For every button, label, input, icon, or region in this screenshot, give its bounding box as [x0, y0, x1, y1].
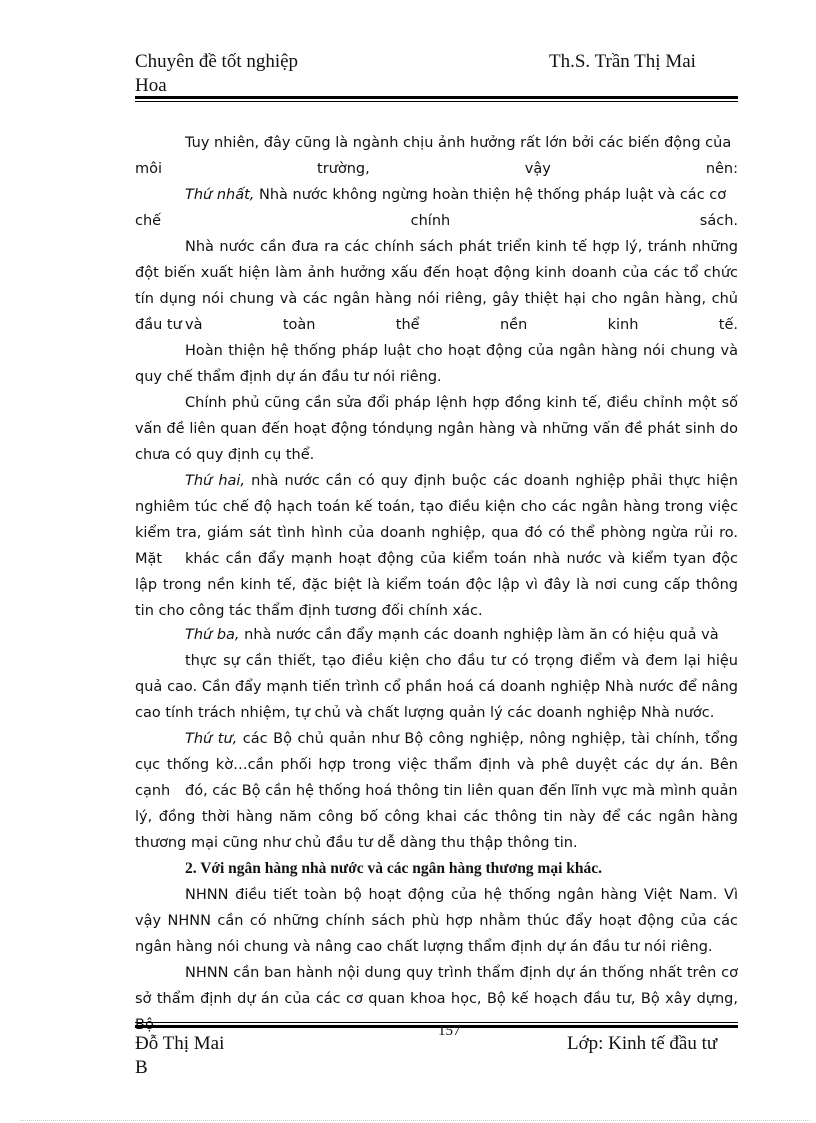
paragraph-5: Chính phủ cũng cần sửa đổi pháp lệnh hợp đồng kinh tế, điều chỉnh một số vấn đề liên quan đến hoạt động tóndụng ngân hàng và những vấn đề phát sinh do chưa có quy định cụ thể.	[135, 395, 738, 463]
paragraph-7-cont: thực sự cần thiết, tạo điều kiện cho đầu tư có trọng điểm và đem lại hiệu quả cao. Cần đẩy mạnh tiến trình cổ phần hoá cá doanh nghiệp Nhà nước để nâng cao tính trách nhiệm, tự chủ và chất lượng quản lý các doanh nghiệp Nhà nước.	[135, 653, 738, 721]
lead-phrase: Thứ ba,	[185, 627, 240, 643]
header-rule-thick	[135, 96, 738, 99]
header-left	[135, 50, 298, 98]
paragraph-2-cont: chế chính sách.	[135, 213, 738, 229]
lead-phrase: Thứ nhất,	[185, 187, 255, 203]
header-title: Chuyên đề tốt nghiệp	[135, 51, 299, 72]
paragraph-8-cont: đó, các Bộ cần hệ thống hoá thông tin liên quan đến lĩnh vực mà mình quản	[185, 783, 738, 799]
footer-author: Đỗ Thị Mai	[135, 1033, 225, 1054]
paragraph-10: NHNN cần ban hành nội dung quy trình thẩm định dự án thống nhất trên cơ sở thẩm định dự án của các cơ quan khoa học, Bộ kế hoạch đầu tư, Bộ xây dựng,	[135, 965, 738, 1007]
paragraph-6-cont: khác cần đẩy mạnh hoạt động của kiểm toán nhà nước và kiểm tyan độc lập trong nền kinh tế, đặc biệt là kiểm toán độc lập vì đây là nơi cung cấp thông tin cho công tác thẩm định tương đối chính xác.	[135, 551, 738, 619]
paragraph-1-cont: môi trường, vậy nên:	[135, 161, 738, 177]
lead-phrase: Thứ hai,	[185, 473, 246, 489]
footer-author-cont: B	[135, 1057, 148, 1078]
paragraph-9: NHNN điều tiết toàn bộ hoạt động của hệ thống ngân hàng Việt Nam. Vì vậy NHNN cần có những chính sách phù hợp nhằm thúc đẩy hoạt động của các ngân hàng nói chung và nâng cao chất lượng thẩm định dự án đầu tư nói riêng.	[135, 887, 738, 955]
paragraph-3-cont: và toàn thể nền kinh tế.	[185, 317, 738, 333]
header-rule-thin	[135, 101, 738, 102]
paragraph-8-end: lý, đồng thời hàng năm công bố công khai các thông tin này để các ngân hàng thương mại cũng như chủ đầu tư dễ dàng thu thập thông tin.	[135, 809, 738, 851]
footer-rule-thick	[135, 1025, 738, 1028]
lead-phrase: Thứ tư,	[185, 731, 238, 747]
page-edge-divider	[20, 1120, 810, 1121]
paragraph-4: Hoàn thiện hệ thống pháp luật cho hoạt động của ngân hàng nói chung và quy chế thẩm định dự án đầu tư nói riêng.	[135, 343, 738, 385]
page-number: 157	[438, 1023, 461, 1039]
footer-left	[135, 1032, 224, 1080]
paragraph-6: Thứ hai, nhà nước cần có quy định buộc các doanh nghiệp phải thực hiện nghiêm túc chế độ hạch toán kế toán, tạo điều kiện cho các ngân hàng trong việc kiểm tra, giám sát tình hình của doanh nghiệp, qua đó có thể phòng ngừa rủi ro. Mặt	[135, 473, 738, 567]
paragraph-3: Nhà nước cần đưa ra các chính sách phát triển kinh tế hợp lý, tránh những đột biến xuất hiện làm ảnh hưởng xấu đến hoạt động kinh doanh của các tổ chức tín dụng nói chung và các ngân hàng nói riêng, gây thiệt hại cho ngân hàng, chủ đầu tư	[135, 239, 738, 333]
footer-rule-thin	[135, 1022, 738, 1023]
paragraph-1: Tuy nhiên, đây cũng là ngành chịu ảnh hưởng rất lớn bởi các biến động của	[185, 135, 732, 151]
paragraph-7: Thứ ba, nhà nước cần đẩy mạnh các doanh nghiệp làm ăn có hiệu quả và	[185, 627, 719, 643]
footer-class: Lớp: Kinh tế đầu tư	[567, 1033, 718, 1054]
section-heading: 2. Với ngân hàng nhà nước và các ngân hàng thương mại khác.	[185, 860, 603, 877]
header-title-cont: Hoa	[135, 75, 167, 96]
paragraph-8: Thứ tư, các Bộ chủ quản như Bộ công nghiệp, nông nghiệp, tài chính, tổng cục thống kờ…cần phối hợp trong việc thẩm định và phê duyệt các dự án. Bên cạnh	[135, 731, 738, 799]
header-author: Th.S. Trần Thị Mai	[549, 51, 696, 72]
paragraph-2: Thứ nhất, Nhà nước không ngừng hoàn thiện hệ thống pháp luật và các cơ	[185, 187, 727, 203]
